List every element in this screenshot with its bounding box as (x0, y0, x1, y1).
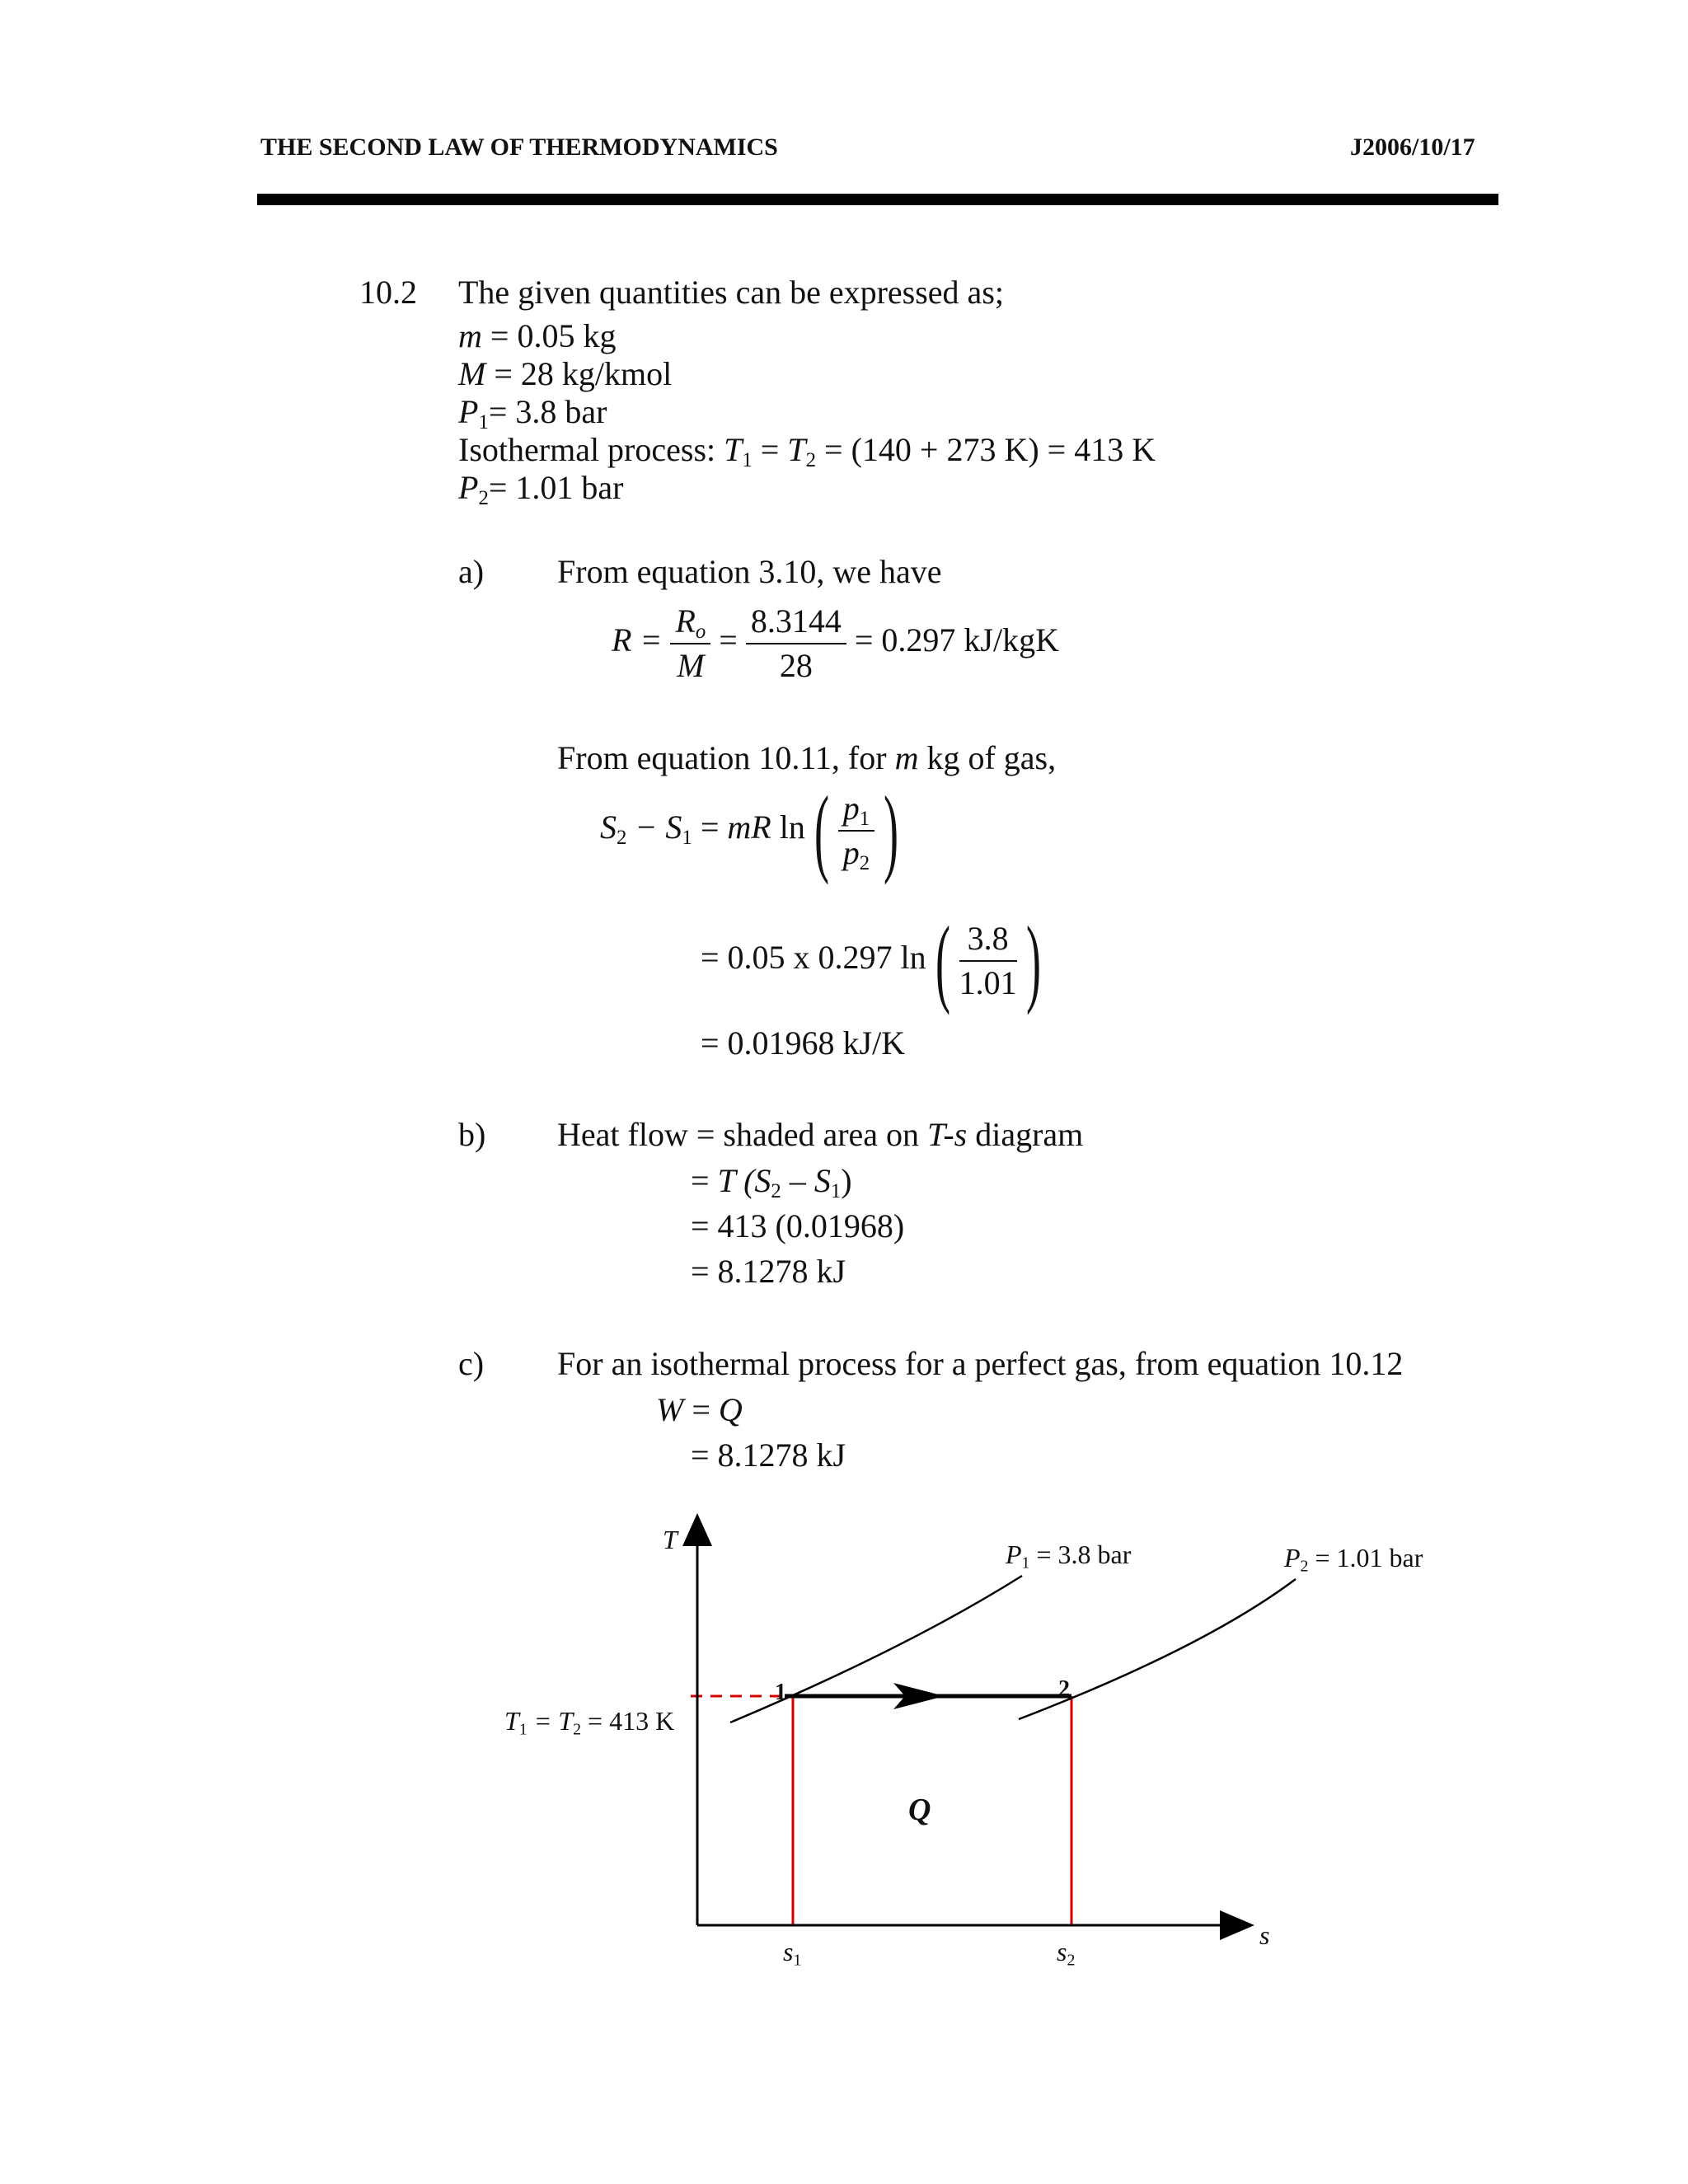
numeric-fraction: $\frac{8.3144}{28}$ (746, 600, 846, 687)
state-point-2: 2 (1058, 1676, 1070, 1702)
entropy-equation: $S_2 - S_1$ = mR ln( $\frac{p_1}{p_2}$ ) (600, 776, 899, 885)
gas-constant-equation: R = $\frac{R_o}{M}$ = $\frac{8.3144}{28}$ = 0.297 kJ/kgK (612, 600, 1059, 687)
part-b-line2: = T $(S_2 - S_1)$ (691, 1162, 852, 1202)
part-c-line1: For an isothermal process for a perfect gas, from equation 10.12 (557, 1345, 1404, 1382)
p2-curve-label: $P_2 = 1.01$ bar (1284, 1543, 1423, 1576)
part-a-line1: From equation 3.10, we have (557, 553, 942, 590)
right-paren: ) (1025, 906, 1041, 1015)
s2-tick-label: $s_2$ (1057, 1937, 1076, 1970)
s1-tick-label: $s_1$ (783, 1937, 802, 1970)
left-paren: ( (814, 776, 829, 885)
given-mass: m = 0.05 kg (458, 317, 617, 354)
part-b-line1: Heat flow = shaded area on T-s diagram (557, 1116, 1084, 1153)
part-b-label: b) (458, 1116, 486, 1153)
given-p1: $P_1= 3.8$ bar (458, 393, 607, 434)
ro-over-m-fraction: $\frac{R_o}{M}$ (670, 600, 710, 687)
page-header-title: THE SECOND LAW OF THERMODYNAMICS (260, 134, 778, 161)
s-axis-arrow-icon (1220, 1910, 1254, 1940)
left-paren: ( (935, 906, 950, 1015)
t-axis-label: T (663, 1525, 678, 1554)
problem-number: 10.2 (359, 274, 417, 311)
part-a-label: a) (458, 553, 485, 590)
problem-intro: The given quantities can be expressed as; (458, 274, 1004, 311)
given-molar-mass: M = 28 kg/kmol (458, 355, 673, 392)
temperature-label: $T_1 = T_2 = 413$ K (504, 1706, 675, 1739)
entropy-result: = 0.01968 kJ/K (701, 1024, 906, 1062)
t-axis-arrow-icon (682, 1513, 712, 1546)
given-isothermal: Isothermal process: $T_1 = T_2 = (140 + 273$ K) = 413 K (458, 431, 1156, 471)
part-b-line3: = 413 (0.01968) (691, 1207, 905, 1244)
part-c-label: c) (458, 1345, 485, 1382)
part-a-line2: From equation 10.11, for m kg of gas, (557, 739, 1057, 776)
heat-area-label: Q (908, 1793, 931, 1827)
given-p2: $P_2= 1.01$ bar (458, 469, 624, 509)
p1-curve-label: $P_1 = 3.8$ bar (1006, 1540, 1132, 1572)
part-c-line2: W = Q (656, 1391, 743, 1428)
part-b-line4: = 8.1278 kJ (691, 1253, 846, 1290)
part-c-line3: = 8.1278 kJ (691, 1436, 846, 1474)
state-point-1: 1 (775, 1680, 786, 1705)
pressure-ratio-fraction: $\frac{p_1}{p_2}$ (838, 787, 874, 874)
entropy-calculation: = 0.05 x 0.297 ln( $\frac{3.8}{1.01}$ ) (701, 906, 1041, 1015)
s-axis-label: s (1259, 1920, 1270, 1950)
page-header-code: J2006/10/17 (1350, 134, 1475, 161)
right-paren: ) (884, 776, 899, 885)
numeric-ratio-fraction: $\frac{3.8}{1.01}$ (959, 917, 1017, 1005)
